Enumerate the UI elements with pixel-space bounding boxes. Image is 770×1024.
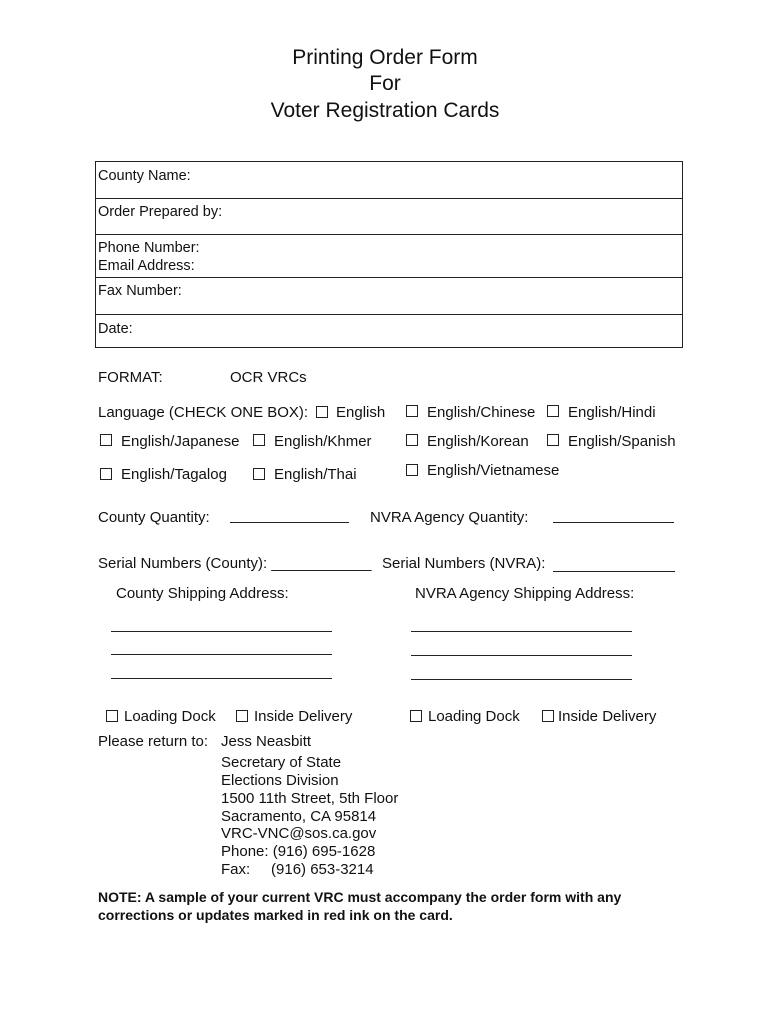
serial-numbers-nvra-field[interactable] <box>553 571 675 572</box>
english-thai-label: English/Thai <box>274 466 357 483</box>
nvra-inside-delivery-label: Inside Delivery <box>558 708 657 725</box>
county-name-row[interactable] <box>96 162 682 199</box>
english-spanish-checkbox[interactable] <box>547 434 559 446</box>
nvra-quantity-field[interactable] <box>553 522 674 523</box>
language-label: Language (CHECK ONE BOX): <box>98 404 309 421</box>
nvra-address-line-2[interactable] <box>411 655 632 656</box>
county-inside-delivery-checkbox[interactable] <box>236 710 248 722</box>
english-tagalog-checkbox[interactable] <box>100 468 112 480</box>
nvra-loading-dock-checkbox[interactable] <box>410 710 422 722</box>
english-korean-label: English/Korean <box>427 433 529 450</box>
nvra-quantity-label: NVRA Agency Quantity: <box>370 509 529 526</box>
format-value: OCR VRCs <box>230 369 307 386</box>
english-khmer-checkbox[interactable] <box>253 434 265 446</box>
english-japanese-label: English/Japanese <box>121 433 240 450</box>
county-loading-dock-checkbox[interactable] <box>106 710 118 722</box>
serial-numbers-nvra-label: Serial Numbers (NVRA): <box>382 555 546 572</box>
format-label: FORMAT: <box>98 369 163 386</box>
english-tagalog-label: English/Tagalog <box>121 466 227 483</box>
english-checkbox[interactable] <box>316 406 328 418</box>
fax-number-row[interactable] <box>96 278 682 315</box>
nvra-address-line-3[interactable] <box>411 679 632 680</box>
county-address-line-2[interactable] <box>111 654 332 655</box>
phone-number-label: Phone Number: <box>98 240 200 256</box>
nvra-address-line-1[interactable] <box>411 631 632 632</box>
county-address-line-3[interactable] <box>111 678 332 679</box>
return-address-line: Secretary of State <box>221 754 342 771</box>
english-spanish-label: English/Spanish <box>568 433 676 450</box>
return-name: Jess Neasbitt <box>221 733 312 750</box>
return-address-line: 1500 11th Street, 5th Floor <box>221 790 399 807</box>
english-chinese-checkbox[interactable] <box>406 405 418 417</box>
note-line-2: corrections or updates marked in red ink on the card. <box>98 907 453 923</box>
note-line-1: NOTE: A sample of your current VRC must accompany the order form with any <box>98 889 622 905</box>
english-thai-checkbox[interactable] <box>253 468 265 480</box>
date-label: Date: <box>98 321 133 337</box>
english-khmer-label: English/Khmer <box>274 433 372 450</box>
return-email: VRC-VNC@sos.ca.gov <box>221 825 377 842</box>
english-korean-checkbox[interactable] <box>406 434 418 446</box>
county-quantity-label: County Quantity: <box>98 509 210 526</box>
order-prepared-by-label: Order Prepared by: <box>98 204 223 220</box>
county-loading-dock-label: Loading Dock <box>124 708 216 725</box>
nvra-inside-delivery-checkbox[interactable] <box>542 710 554 722</box>
county-inside-delivery-label: Inside Delivery <box>254 708 353 725</box>
return-to-label: Please return to: <box>98 733 209 750</box>
county-address-line-1[interactable] <box>111 631 332 632</box>
contact-info-box <box>95 161 683 348</box>
nvra-loading-dock-label: Loading Dock <box>428 708 520 725</box>
order-prepared-by-row[interactable] <box>96 199 682 235</box>
fax-number-label: Fax Number: <box>98 283 182 299</box>
english-vietnamese-checkbox[interactable] <box>406 464 418 476</box>
county-name-label: County Name: <box>98 168 191 184</box>
return-address-line: Elections Division <box>221 772 339 789</box>
nvra-shipping-label: NVRA Agency Shipping Address: <box>415 585 635 602</box>
english-vietnamese-label: English/Vietnamese <box>427 462 560 479</box>
form-title-line1: Printing Order Form <box>292 46 478 69</box>
english-label: English <box>336 404 386 421</box>
phone-email-row[interactable] <box>96 235 682 278</box>
return-address-line: Sacramento, CA 95814 <box>221 808 377 825</box>
return-fax: Fax: (916) 653-3214 <box>221 861 374 878</box>
county-quantity-field[interactable] <box>230 522 349 523</box>
return-phone: Phone: (916) 695-1628 <box>221 843 376 860</box>
form-title-line3: Voter Registration Cards <box>270 99 500 122</box>
english-hindi-label: English/Hindi <box>568 404 656 421</box>
county-shipping-label: County Shipping Address: <box>116 585 289 602</box>
serial-numbers-county[interactable]: Serial Numbers (County): ____________ <box>98 555 372 572</box>
email-address-label: Email Address: <box>98 258 195 274</box>
form-title-line2: For <box>369 72 401 95</box>
english-hindi-checkbox[interactable] <box>547 405 559 417</box>
english-japanese-checkbox[interactable] <box>100 434 112 446</box>
date-row[interactable] <box>96 315 682 349</box>
english-chinese-label: English/Chinese <box>427 404 536 421</box>
